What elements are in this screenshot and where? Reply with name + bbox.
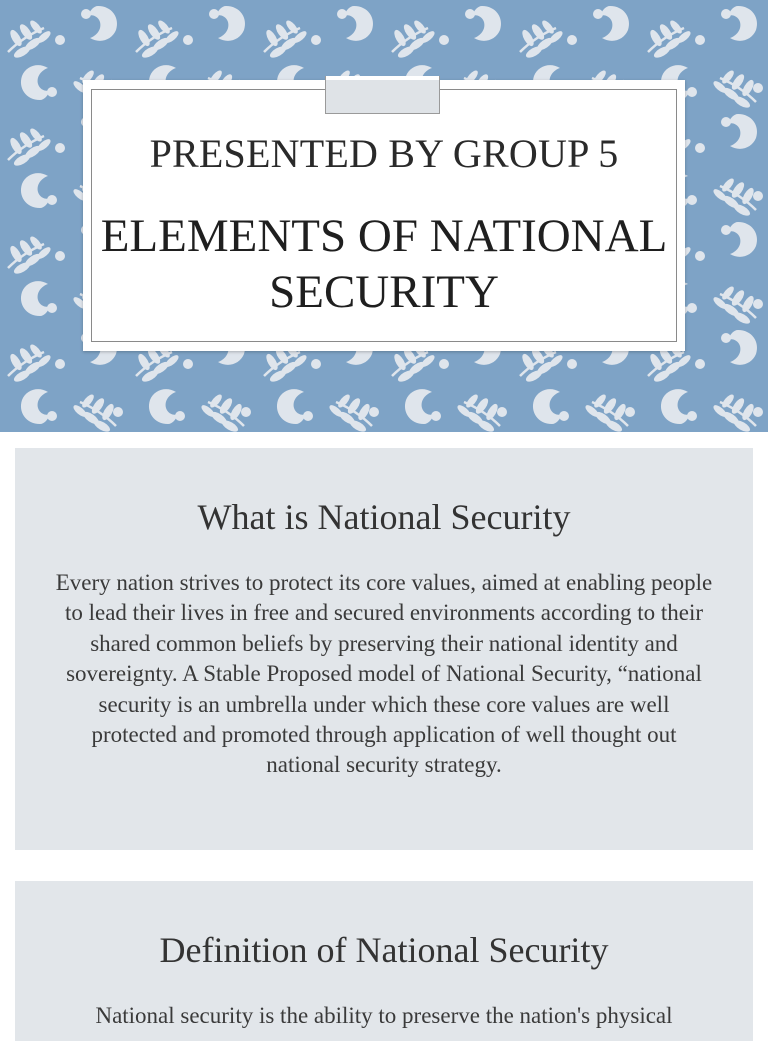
title-card [83, 80, 685, 351]
presentation-title: ELEMENTS OF NATIONAL SECURITY [100, 210, 668, 318]
slide-heading: Definition of National Security [159, 930, 609, 970]
slide-heading: What is National Security [197, 497, 571, 537]
title-card-tab [325, 76, 440, 114]
slide-body: Every nation strives to protect its core values, aimed at enabling people to lead their lives in free and secured environments according to their shared common beliefs by preserving their national identity and sovereignty. A Stable Proposed model of National Security, “national security is an umbrella under which these core values are well protected and promoted through application of well thought out national security strategy. [55, 570, 713, 778]
slide-what-is-national-security [15, 448, 753, 850]
slide-definition-of-national-security [15, 881, 753, 1041]
presenter-subtitle: PRESENTED BY GROUP 5 [149, 131, 619, 176]
title-slide [0, 0, 768, 432]
slide-body: National security is the ability to preserve the nation's physical [95, 1003, 673, 1028]
